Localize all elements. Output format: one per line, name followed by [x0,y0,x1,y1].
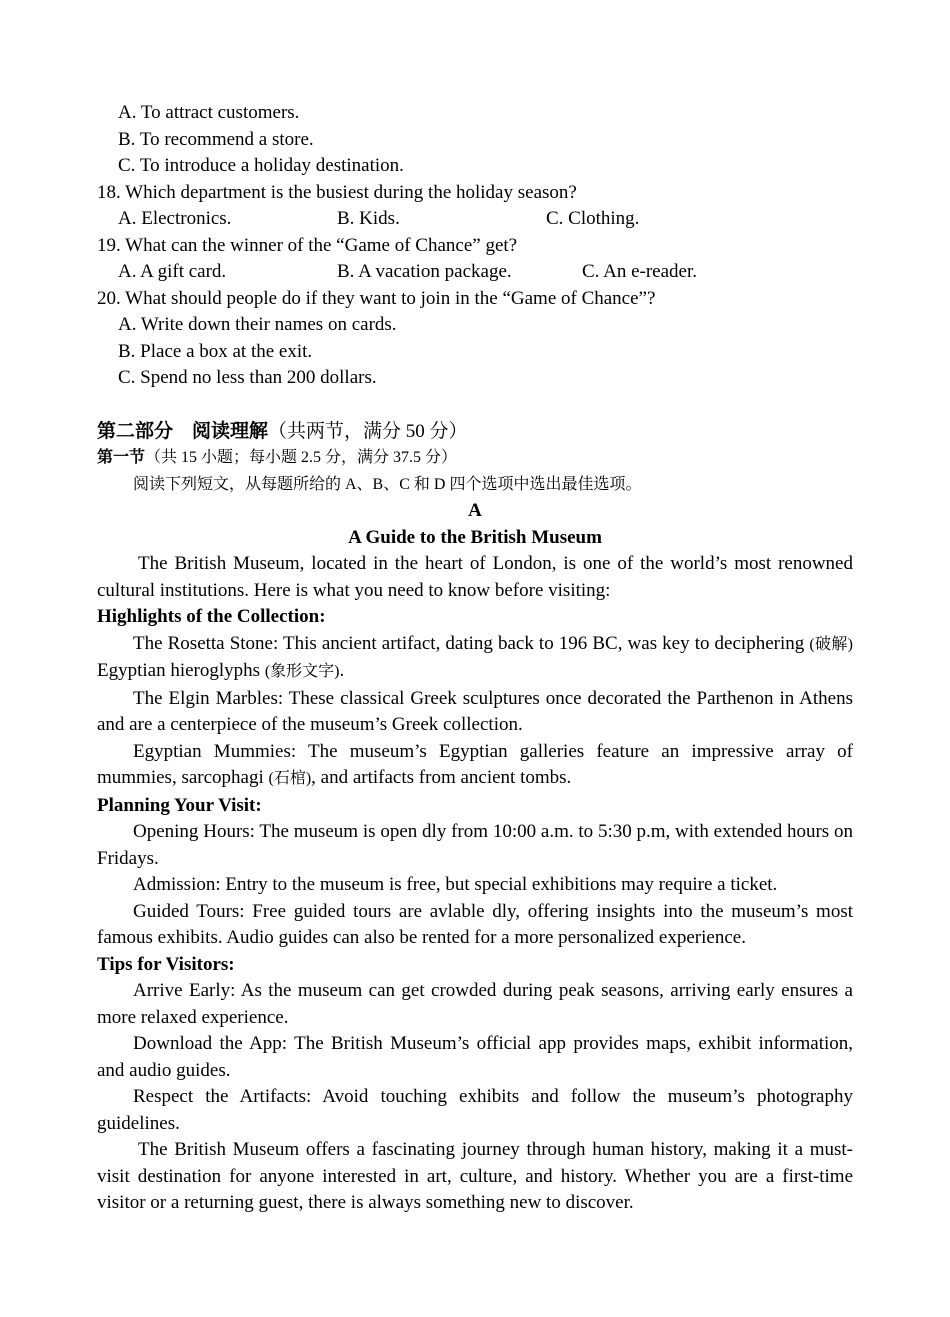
part-heading [97,419,853,446]
hours-paragraph: Opening Hours: The museum is open dly from 10:00 a.m. to 5:30 p.m, with extended hours on Fridays. [97,821,853,869]
rosetta-gloss-2: (象形文字) [264,663,340,680]
highlights-heading: Highlights of the Collection: [97,606,326,627]
instruction: 阅读下列短文，从每题所给的 A、B、C 和 D 四个选项中选出最佳选项。 [133,475,642,493]
tours-paragraph: Guided Tours: Free guided tours are avlable dly, offering insights into the museum’s most famous exhibits. Audio guides can also be rented for a more personalized experience. [97,900,853,948]
elgin-paragraph: The Elgin Marbles: These classical Greek sculptures once decorated the Parthenon in Athens and are a centerpiece of the museum’s Greek collection. [97,687,853,735]
mummies-paragraph [97,739,853,793]
rosetta-text-1: The Rosetta Stone: This ancient artifact, dating back to 196 BC, was key to deciphering [133,632,810,654]
subsection-title: 第一节 [97,449,146,466]
q17-option-c: C. To introduce a holiday destination. [118,155,404,176]
q17-option-b: B. To recommend a store. [118,128,314,150]
exam-page [97,100,853,1217]
mummies-gloss: (石棺) [268,770,312,787]
rosetta-gloss-1: (破解) [809,635,853,653]
q18-option-b: B. Kids. [337,208,400,229]
conclusion-paragraph: The British Museum offers a fascinating journey through human history, making it a must-visit destination for anyone interested in art, culture, and history. Whether you are a first-time visitor or a returning guest, there is always something new to discover. [97,1139,853,1213]
q19-option-b: B. A vacation package. [337,261,512,282]
part-title: 第二部分 阅读理解 [97,420,269,442]
planning-heading: Planning Your Visit: [97,794,262,816]
mummies-text-2: , and artifacts from ancient tombs. [311,767,572,788]
passage-letter: A [468,500,482,521]
part-note: （共两节，满分 50 分） [268,420,468,442]
rosetta-text-3: . [339,660,345,681]
passage-title: A Guide to the British Museum [348,526,602,548]
mummies-text-1: Egyptian Mummies: The museum’s Egyptian galleries feature an impressive array of mummies, sarcophagi [97,740,853,788]
q19-question: 19. What can the winner of the “Game of Chance” get? [97,234,518,256]
q19-options [97,259,853,286]
q18-options [97,206,853,233]
q17-option-a: A. To attract customers. [118,102,300,123]
q20-option-c: C. Spend no less than 200 dollars. [118,367,377,388]
rosetta-text-2: Egyptian hieroglyphs [97,660,265,681]
arrive-paragraph: Arrive Early: As the museum can get crowded during peak seasons, arriving early ensures a more relaxed experience. [97,980,853,1028]
q20-question: 20. What should people do if they want to join in the “Game of Chance”? [97,287,656,309]
q20-option-a: A. Write down their names on cards. [118,314,397,335]
q20-option-b: B. Place a box at the exit. [118,340,313,362]
q18-option-c: C. Clothing. [546,208,640,229]
q19-option-c: C. An e-reader. [582,261,698,282]
intro-paragraph: The British Museum, located in the heart of London, is one of the world’s most renowned cultural institutions. Here is what you need to know before visiting: [97,553,853,601]
subsection-note: （共 15 小题；每小题 2.5 分，满分 37.5 分） [145,449,458,466]
subsection-heading [97,445,853,472]
app-paragraph: Download the App: The British Museum’s official app provides maps, exhibit information, and audio guides. [97,1033,853,1081]
q18-question: 18. Which department is the busiest during the holiday season? [97,181,577,203]
tips-heading: Tips for Visitors: [97,953,235,975]
q18-option-a: A. Electronics. [118,208,232,229]
spacer [97,392,853,419]
rosetta-paragraph [97,631,853,686]
respect-paragraph: Respect the Artifacts: Avoid touching exhibits and follow the museum’s photography guidelines. [97,1086,853,1134]
admission-paragraph: Admission: Entry to the museum is free, but special exhibitions may require a ticket. [133,874,778,895]
q19-option-a: A. A gift card. [118,261,227,282]
